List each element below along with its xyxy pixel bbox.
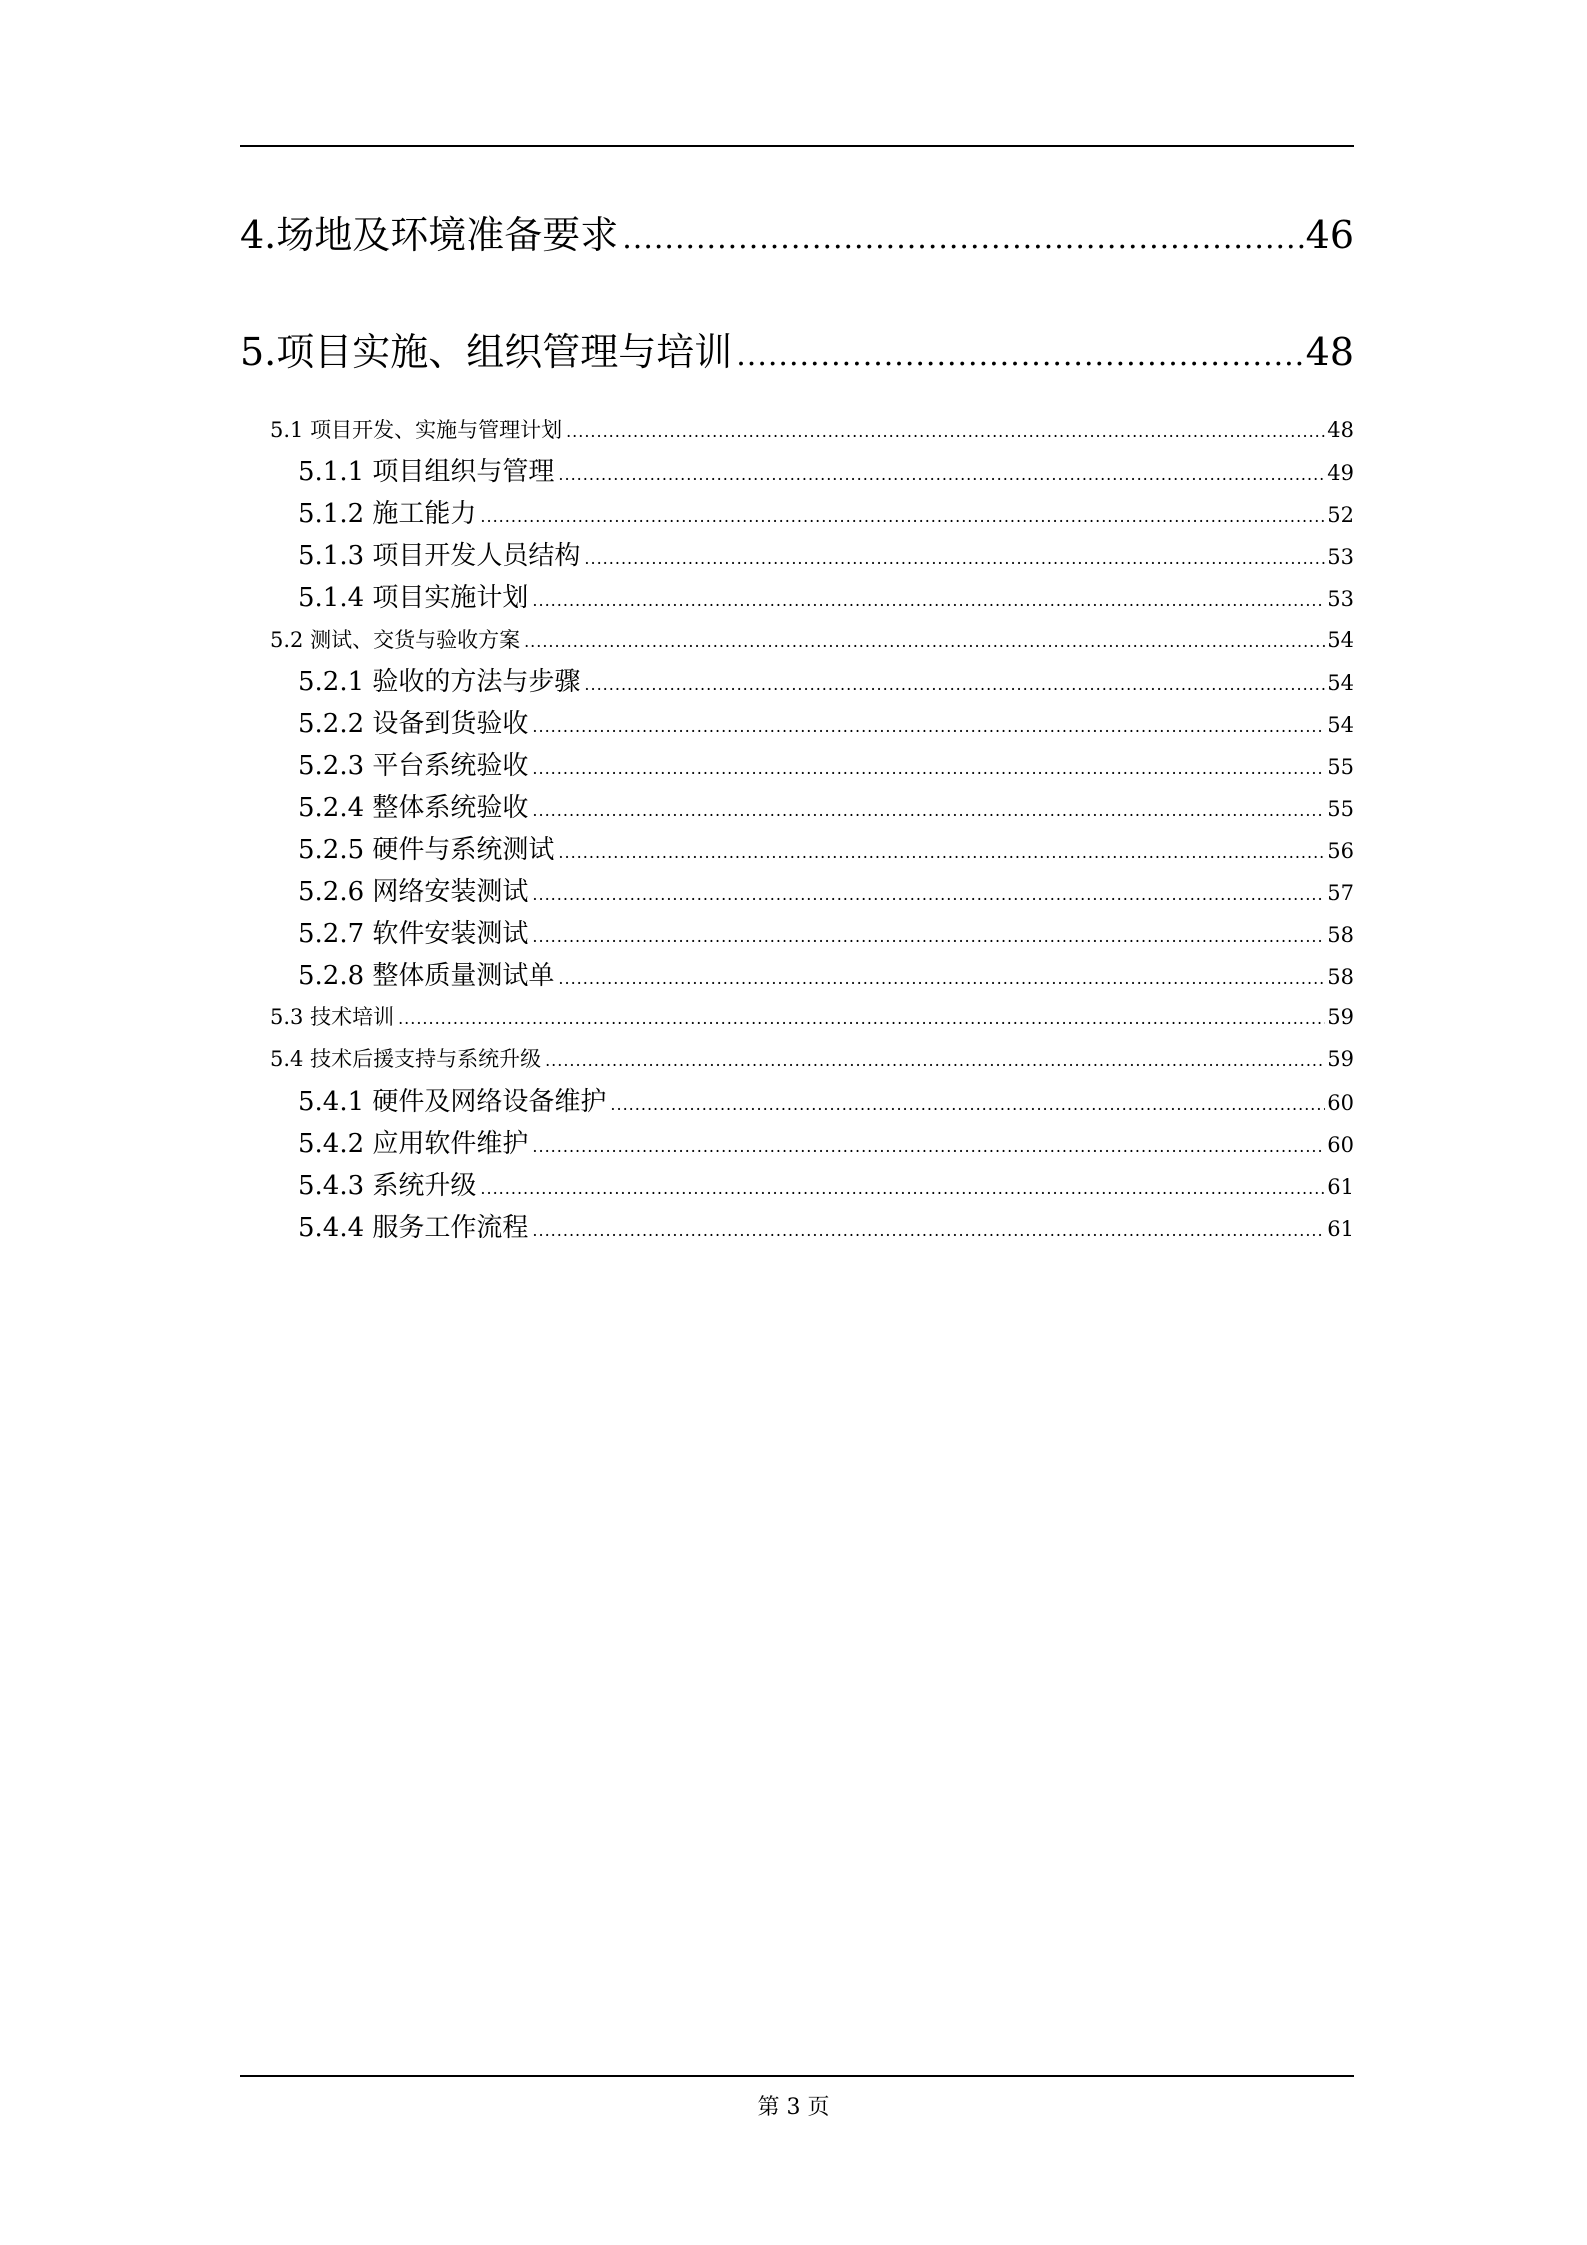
toc-entry[interactable] [298, 581, 1354, 615]
toc-entry[interactable] [298, 959, 1354, 993]
toc-entry[interactable] [270, 1044, 1354, 1074]
toc-entry-page: 59 [1327, 1005, 1354, 1029]
dot-leader [622, 214, 1303, 264]
toc-entry-label: 5.1.1 项目组织与管理 [298, 457, 555, 487]
toc-entry[interactable] [240, 210, 1354, 260]
dot-leader [610, 1088, 1325, 1122]
toc-entry-page: 52 [1327, 503, 1354, 527]
toc-entry-label: 5.2.4 整体系统验收 [298, 793, 529, 823]
dot-leader [480, 500, 1325, 534]
toc-entry-label: 5.项目实施、组织管理与培训 [240, 330, 733, 374]
toc-entry[interactable] [298, 875, 1354, 909]
toc-entry-page: 60 [1327, 1091, 1354, 1115]
toc-entry-page: 61 [1327, 1175, 1354, 1199]
toc-entry[interactable] [298, 833, 1354, 867]
toc-entry-label: 5.4.3 系统升级 [298, 1171, 477, 1201]
toc-entry-label: 5.3 技术培训 [270, 1005, 395, 1029]
toc-entry-page: 49 [1327, 461, 1354, 485]
dot-leader [398, 1004, 1325, 1034]
dot-leader [532, 878, 1325, 912]
dot-leader [532, 710, 1325, 744]
toc-entry-label: 5.4.2 应用软件维护 [298, 1129, 529, 1159]
dot-leader [532, 1130, 1325, 1164]
toc-entry[interactable] [298, 917, 1354, 951]
toc-entry[interactable] [298, 1211, 1354, 1245]
toc-entry-page: 54 [1327, 713, 1354, 737]
dot-leader [558, 458, 1325, 492]
toc-entry-label: 5.2.8 整体质量测试单 [298, 961, 555, 991]
dot-leader [584, 542, 1325, 576]
toc-entry-page: 59 [1327, 1047, 1354, 1071]
toc-entry-page: 46 [1305, 213, 1354, 257]
dot-leader [532, 584, 1325, 618]
toc-entry-page: 48 [1327, 418, 1354, 442]
toc-entry-label: 5.2.5 硬件与系统测试 [298, 835, 555, 865]
toc-entry-page: 57 [1327, 881, 1354, 905]
toc-entry[interactable] [298, 539, 1354, 573]
toc-entry[interactable] [298, 1127, 1354, 1161]
toc-entry[interactable] [298, 455, 1354, 489]
dot-leader [480, 1172, 1325, 1206]
dot-leader [532, 794, 1325, 828]
toc-entry-label: 5.2.1 验收的方法与步骤 [298, 667, 581, 697]
toc-entry-page: 55 [1327, 797, 1354, 821]
toc-entry[interactable] [270, 625, 1354, 655]
toc-entry-label: 5.4.4 服务工作流程 [298, 1213, 529, 1243]
dot-leader [736, 331, 1303, 381]
toc-entry-page: 53 [1327, 545, 1354, 569]
toc-entry-label: 5.4.1 硬件及网络设备维护 [298, 1087, 607, 1117]
toc-entry-page: 48 [1305, 330, 1354, 374]
toc-entry-label: 5.1.4 项目实施计划 [298, 583, 529, 613]
toc-entry[interactable] [298, 749, 1354, 783]
toc-entry-label: 5.2.3 平台系统验收 [298, 751, 529, 781]
toc-entry[interactable] [270, 415, 1354, 445]
toc-entry-page: 55 [1327, 755, 1354, 779]
dot-leader [558, 962, 1325, 996]
dot-leader [545, 1046, 1325, 1076]
toc-entry-page: 58 [1327, 923, 1354, 947]
dot-leader [532, 752, 1325, 786]
toc-entry[interactable] [298, 665, 1354, 699]
toc-entry-label: 5.2.2 设备到货验收 [298, 709, 529, 739]
toc-entry[interactable] [298, 1169, 1354, 1203]
toc-entry-label: 5.2 测试、交货与验收方案 [270, 628, 521, 652]
footer-rule [240, 2075, 1354, 2077]
dot-leader [558, 836, 1325, 870]
toc-entry-label: 5.2.6 网络安装测试 [298, 877, 529, 907]
toc-entry-page: 56 [1327, 839, 1354, 863]
toc-entry[interactable] [298, 707, 1354, 741]
toc-entry[interactable] [298, 791, 1354, 825]
page-number: 第 3 页 [757, 2095, 830, 2120]
toc-entry[interactable] [298, 1085, 1354, 1119]
toc-entry-page: 61 [1327, 1217, 1354, 1241]
toc-entry-page: 60 [1327, 1133, 1354, 1157]
toc-entry[interactable] [240, 327, 1354, 377]
toc-entry-label: 5.4 技术后援支持与系统升级 [270, 1047, 542, 1071]
toc-entry-page: 54 [1327, 671, 1354, 695]
toc-entry-label: 4.场地及环境准备要求 [240, 213, 619, 257]
dot-leader [532, 1214, 1325, 1248]
dot-leader [566, 417, 1325, 447]
toc-entry[interactable] [270, 1002, 1354, 1032]
toc-entry-label: 5.1 项目开发、实施与管理计划 [270, 418, 563, 442]
dot-leader [584, 668, 1325, 702]
toc-entry-label: 5.1.2 施工能力 [298, 499, 477, 529]
toc-entry-page: 53 [1327, 587, 1354, 611]
toc-entry-label: 5.2.7 软件安装测试 [298, 919, 529, 949]
dot-leader [524, 627, 1325, 657]
toc-entry-page: 54 [1327, 628, 1354, 652]
toc-entry-page: 58 [1327, 965, 1354, 989]
toc-entry[interactable] [298, 497, 1354, 531]
dot-leader [532, 920, 1325, 954]
toc-entry-label: 5.1.3 项目开发人员结构 [298, 541, 581, 571]
